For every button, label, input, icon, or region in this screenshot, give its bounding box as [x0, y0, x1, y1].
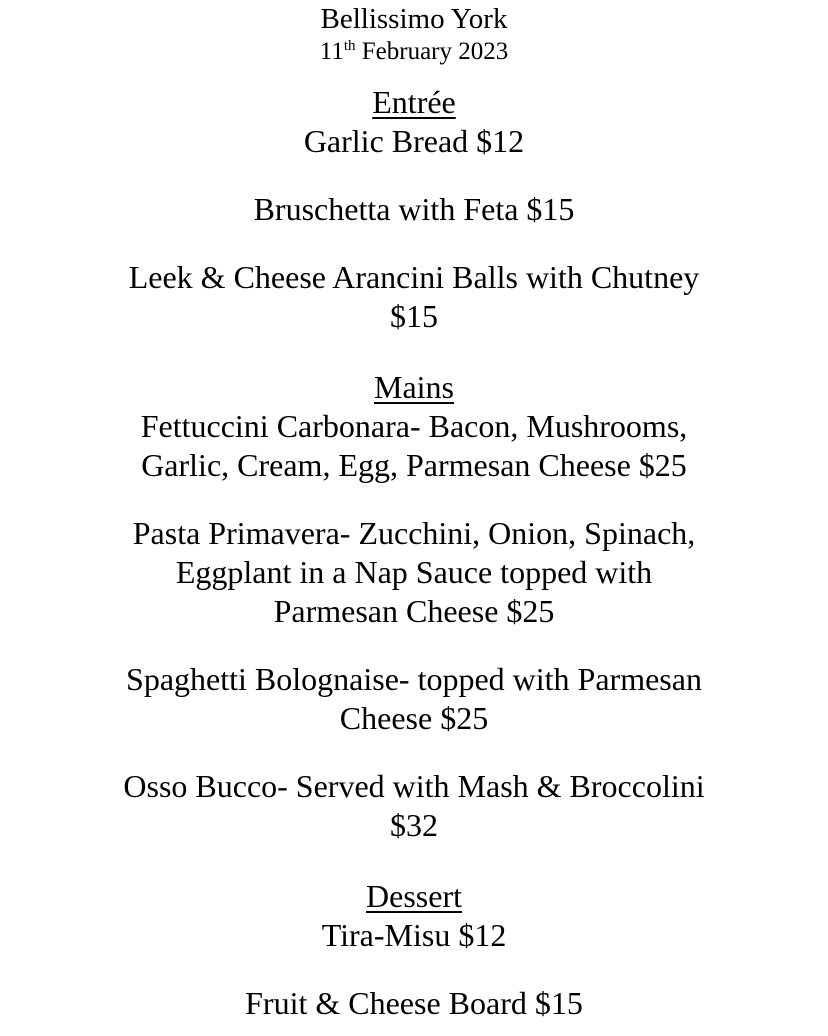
menu-item-line: Pasta Primavera- Zucchini, Onion, Spinach, — [132, 515, 696, 551]
menu-item-primavera — [104, 514, 724, 631]
date-month-year: February 2023 — [355, 38, 509, 65]
section-heading-dessert: Dessert — [366, 878, 462, 914]
menu-item-line: Bruschetta with Feta $15 — [253, 191, 575, 227]
section-heading-entree: Entrée — [372, 84, 456, 120]
menu-item-line: $32 — [390, 807, 438, 843]
menu-item-line: Leek & Cheese Arancini Balls with Chutney — [128, 259, 700, 295]
menu-item-line: Eggplant in a Nap Sauce topped with — [175, 554, 653, 590]
date-suffix: th — [343, 38, 356, 54]
menu-item-garlic-bread: Garlic Bread $12 — [303, 123, 525, 159]
menu-item-line: Parmesan Cheese $25 — [273, 593, 555, 629]
menu-item-arancini — [104, 258, 724, 336]
menu-item-bolognaise — [104, 660, 724, 738]
venue-name: Bellissimo York — [320, 3, 508, 35]
menu-item-line: Spaghetti Bolognaise- topped with Parmesan — [126, 661, 702, 697]
section-heading-mains: Mains — [374, 369, 454, 405]
menu-item-line: $15 — [390, 298, 438, 334]
date-day: 11 — [319, 38, 344, 65]
menu-item-bruschetta — [104, 190, 724, 229]
menu-item-line: Osso Bucco- Served with Mash & Broccolini — [123, 768, 705, 804]
menu-date — [0, 36, 828, 68]
menu-item-line: Fettuccini Carbonara- Bacon, Mushrooms, — [140, 408, 688, 444]
menu-item-tiramisu: Tira-Misu $12 — [321, 917, 507, 953]
menu-item-osso-bucco — [104, 767, 724, 845]
menu-item-carbonara — [104, 407, 724, 485]
menu-item-line: Cheese $25 — [339, 700, 489, 736]
menu-item-line: Garlic, Cream, Egg, Parmesan Cheese $25 — [141, 447, 687, 483]
menu-item-fruit-cheese-board: Fruit & Cheese Board $15 — [245, 985, 583, 1021]
